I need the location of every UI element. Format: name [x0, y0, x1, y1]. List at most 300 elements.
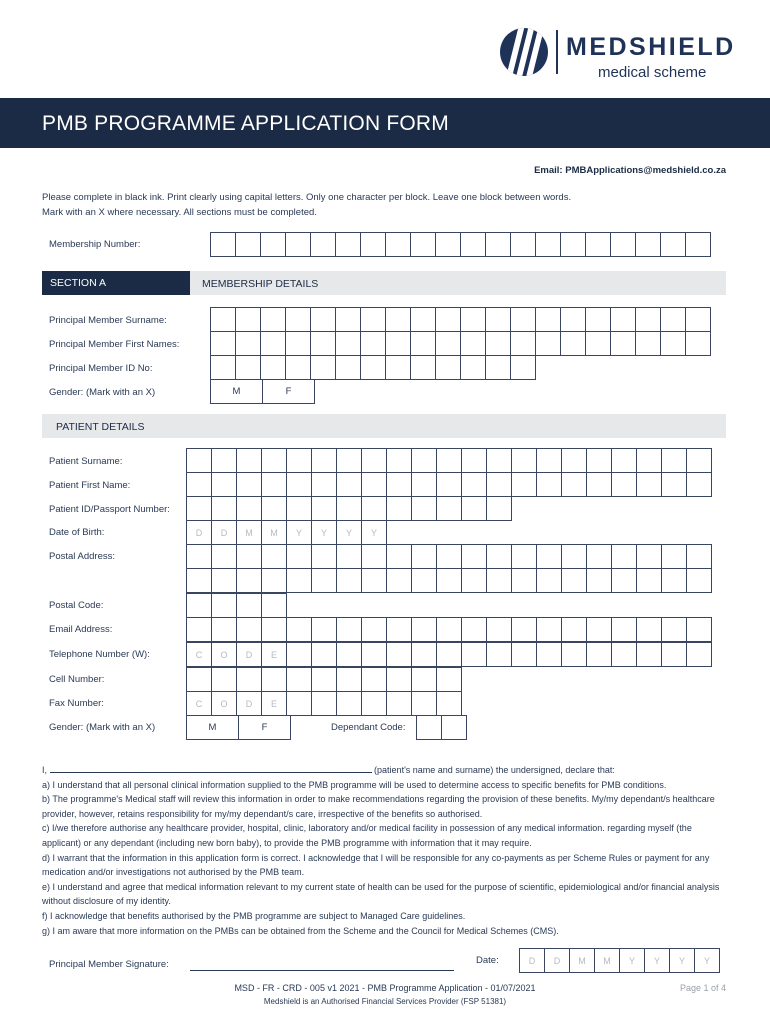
input-block[interactable] — [635, 232, 661, 257]
input-block[interactable] — [435, 331, 461, 356]
input-block[interactable] — [685, 307, 711, 332]
input-block[interactable] — [661, 568, 687, 593]
principal-id-label: Principal Member ID No: — [49, 363, 153, 374]
input-block[interactable]: M — [236, 520, 262, 545]
input-block[interactable] — [535, 331, 561, 356]
input-block[interactable] — [335, 307, 361, 332]
input-block[interactable]: M — [569, 948, 595, 973]
input-block[interactable] — [360, 307, 386, 332]
patient-gender-f[interactable]: F — [238, 715, 291, 740]
input-block[interactable] — [460, 232, 486, 257]
input-block[interactable] — [611, 568, 637, 593]
input-block[interactable] — [286, 691, 312, 716]
input-block[interactable]: D — [211, 520, 237, 545]
input-block[interactable] — [410, 355, 436, 380]
input-block[interactable] — [361, 496, 387, 521]
input-block[interactable] — [561, 642, 587, 667]
signature-date-boxes[interactable] — [519, 948, 720, 973]
input-block[interactable] — [285, 307, 311, 332]
input-block[interactable] — [211, 617, 237, 642]
input-block[interactable] — [461, 568, 487, 593]
input-block[interactable] — [311, 568, 337, 593]
input-block[interactable] — [386, 617, 412, 642]
input-block[interactable]: O — [211, 642, 237, 667]
input-block[interactable] — [411, 667, 437, 692]
patient-cell-boxes[interactable] — [186, 667, 462, 692]
input-block[interactable] — [585, 232, 611, 257]
input-block[interactable] — [211, 496, 237, 521]
input-block[interactable] — [586, 448, 612, 473]
patient-dob-label: Date of Birth: — [49, 527, 105, 538]
input-block[interactable] — [636, 617, 662, 642]
input-block[interactable] — [311, 472, 337, 497]
input-block[interactable] — [411, 568, 437, 593]
patient-email-boxes[interactable] — [186, 617, 712, 642]
declaration-item-a: a) I understand that all personal clinical information supplied to the PMB programme will be used to determine access to specific benefits for PMB conditions. — [42, 779, 667, 790]
input-block[interactable] — [486, 568, 512, 593]
input-block[interactable] — [585, 331, 611, 356]
input-block[interactable] — [410, 307, 436, 332]
input-block[interactable] — [211, 544, 237, 569]
input-block[interactable] — [460, 355, 486, 380]
input-block[interactable] — [211, 593, 237, 618]
input-block[interactable] — [186, 593, 212, 618]
input-block[interactable] — [510, 355, 536, 380]
input-block[interactable] — [436, 617, 462, 642]
input-block[interactable] — [536, 642, 562, 667]
input-block[interactable] — [611, 472, 637, 497]
input-block[interactable] — [561, 472, 587, 497]
input-block[interactable] — [460, 331, 486, 356]
input-block[interactable] — [236, 448, 262, 473]
input-block[interactable] — [186, 544, 212, 569]
patient-details-bar — [42, 414, 726, 438]
input-block[interactable] — [661, 472, 687, 497]
patient-postal-address-boxes-2[interactable] — [186, 568, 712, 593]
input-block[interactable] — [486, 472, 512, 497]
principal-gender-boxes[interactable] — [210, 379, 315, 404]
input-block[interactable] — [260, 331, 286, 356]
medshield-logo — [500, 26, 750, 84]
input-block[interactable] — [586, 544, 612, 569]
input-block[interactable] — [286, 496, 312, 521]
input-block[interactable] — [210, 232, 236, 257]
input-block[interactable] — [411, 691, 437, 716]
input-block[interactable] — [211, 448, 237, 473]
input-block[interactable] — [386, 642, 412, 667]
input-block[interactable] — [511, 617, 537, 642]
input-block[interactable] — [686, 544, 712, 569]
footer-document-ref: MSD - FR - CRD - 005 v1 2021 - PMB Programme Application - 01/07/2021 — [234, 983, 536, 993]
input-block[interactable] — [411, 496, 437, 521]
input-block[interactable] — [210, 307, 236, 332]
input-block[interactable] — [385, 232, 411, 257]
input-block[interactable] — [336, 667, 362, 692]
input-block[interactable] — [261, 448, 287, 473]
input-block[interactable] — [411, 448, 437, 473]
input-block[interactable] — [385, 331, 411, 356]
input-block[interactable]: M — [261, 520, 287, 545]
input-block[interactable] — [436, 667, 462, 692]
input-block[interactable] — [210, 355, 236, 380]
page-number: Page 1 of 4 — [679, 983, 726, 993]
input-block[interactable] — [261, 472, 287, 497]
input-block[interactable] — [461, 496, 487, 521]
input-block[interactable] — [261, 496, 287, 521]
dependant-code-boxes[interactable] — [416, 715, 467, 740]
input-block[interactable] — [286, 472, 312, 497]
input-block[interactable]: D — [519, 948, 545, 973]
input-block[interactable] — [636, 544, 662, 569]
input-block[interactable]: Y — [669, 948, 695, 973]
input-block[interactable] — [586, 642, 612, 667]
input-block[interactable] — [336, 617, 362, 642]
input-block[interactable] — [235, 355, 261, 380]
input-block[interactable] — [211, 472, 237, 497]
input-block[interactable] — [560, 331, 586, 356]
input-block[interactable] — [510, 232, 536, 257]
input-block[interactable] — [436, 642, 462, 667]
input-block[interactable] — [561, 544, 587, 569]
input-block[interactable] — [461, 617, 487, 642]
input-block[interactable] — [360, 331, 386, 356]
input-block[interactable] — [361, 642, 387, 667]
input-block[interactable] — [611, 617, 637, 642]
input-block[interactable]: Y — [694, 948, 720, 973]
input-block[interactable] — [461, 448, 487, 473]
input-block[interactable] — [386, 496, 412, 521]
patient-id-passport-boxes[interactable] — [186, 496, 512, 521]
input-block[interactable] — [335, 355, 361, 380]
input-block[interactable] — [411, 472, 437, 497]
input-block[interactable] — [686, 448, 712, 473]
input-block[interactable] — [236, 617, 262, 642]
input-block[interactable] — [560, 307, 586, 332]
input-block[interactable]: E — [261, 642, 287, 667]
input-block[interactable] — [636, 568, 662, 593]
input-block[interactable] — [361, 568, 387, 593]
patient-fax-boxes[interactable] — [186, 691, 462, 716]
input-block[interactable] — [385, 355, 411, 380]
patient-gender-boxes[interactable] — [186, 715, 291, 740]
input-block[interactable] — [335, 232, 361, 257]
input-block[interactable] — [416, 715, 442, 740]
input-block[interactable] — [186, 448, 212, 473]
input-block[interactable] — [486, 544, 512, 569]
input-block[interactable] — [536, 544, 562, 569]
input-block[interactable] — [585, 307, 611, 332]
input-block[interactable] — [610, 307, 636, 332]
input-block[interactable] — [336, 472, 362, 497]
input-block[interactable] — [336, 642, 362, 667]
input-block[interactable] — [435, 355, 461, 380]
input-block[interactable] — [336, 568, 362, 593]
input-block[interactable] — [311, 617, 337, 642]
input-block[interactable] — [436, 448, 462, 473]
input-block[interactable] — [411, 642, 437, 667]
input-block[interactable] — [386, 667, 412, 692]
input-block[interactable] — [235, 307, 261, 332]
input-block[interactable] — [485, 355, 511, 380]
input-block[interactable] — [611, 642, 637, 667]
input-block[interactable] — [586, 617, 612, 642]
input-block[interactable] — [360, 232, 386, 257]
input-block[interactable] — [386, 691, 412, 716]
input-block[interactable] — [336, 448, 362, 473]
section-a-tag: SECTION A — [42, 271, 190, 295]
input-block[interactable] — [310, 355, 336, 380]
input-block[interactable] — [236, 667, 262, 692]
input-block[interactable] — [286, 617, 312, 642]
input-block[interactable] — [436, 691, 462, 716]
input-block[interactable] — [441, 715, 467, 740]
input-block[interactable] — [560, 232, 586, 257]
input-block[interactable] — [261, 617, 287, 642]
input-block[interactable] — [336, 691, 362, 716]
input-block[interactable] — [310, 331, 336, 356]
logo-mark-icon — [500, 28, 548, 76]
input-block[interactable] — [186, 472, 212, 497]
principal-first-names-boxes[interactable] — [210, 331, 711, 356]
patient-cell-label: Cell Number: — [49, 674, 105, 685]
input-block[interactable] — [461, 544, 487, 569]
input-block[interactable] — [660, 307, 686, 332]
input-block[interactable] — [661, 642, 687, 667]
input-block[interactable] — [485, 307, 511, 332]
input-block[interactable] — [536, 617, 562, 642]
patient-gender-label: Gender: (Mark with an X) — [49, 722, 156, 733]
input-block[interactable] — [611, 448, 637, 473]
input-block[interactable] — [211, 667, 237, 692]
input-block[interactable] — [636, 448, 662, 473]
signature-line[interactable] — [190, 970, 454, 971]
principal-gender-f[interactable]: F — [262, 379, 315, 404]
input-block[interactable]: C — [186, 642, 212, 667]
principal-gender-m[interactable]: M — [210, 379, 263, 404]
input-block[interactable]: C — [186, 691, 212, 716]
input-block[interactable] — [311, 496, 337, 521]
input-block[interactable] — [511, 448, 537, 473]
input-block[interactable] — [535, 232, 561, 257]
patient-fax-label: Fax Number: — [49, 698, 104, 709]
input-block[interactable] — [410, 331, 436, 356]
input-block[interactable]: E — [261, 691, 287, 716]
input-block[interactable] — [311, 544, 337, 569]
input-block[interactable] — [535, 307, 561, 332]
input-block[interactable] — [311, 691, 337, 716]
input-block[interactable] — [661, 544, 687, 569]
input-block[interactable] — [235, 232, 261, 257]
input-block[interactable] — [285, 355, 311, 380]
input-block[interactable] — [461, 472, 487, 497]
input-block[interactable]: D — [544, 948, 570, 973]
input-block[interactable] — [236, 544, 262, 569]
patient-telephone-boxes[interactable] — [186, 642, 712, 667]
input-block[interactable] — [511, 472, 537, 497]
input-block[interactable] — [361, 544, 387, 569]
input-block[interactable] — [186, 667, 212, 692]
input-block[interactable] — [236, 568, 262, 593]
input-block[interactable] — [610, 331, 636, 356]
input-block[interactable] — [335, 331, 361, 356]
input-block[interactable] — [260, 232, 286, 257]
input-block[interactable] — [385, 307, 411, 332]
patient-dob-boxes[interactable] — [186, 520, 387, 545]
input-block[interactable] — [261, 568, 287, 593]
input-block[interactable] — [635, 307, 661, 332]
input-block[interactable]: O — [211, 691, 237, 716]
input-block[interactable] — [561, 568, 587, 593]
input-block[interactable] — [360, 355, 386, 380]
input-block[interactable] — [311, 448, 337, 473]
input-block[interactable] — [586, 568, 612, 593]
input-block[interactable]: Y — [336, 520, 362, 545]
input-block[interactable]: D — [186, 520, 212, 545]
input-block[interactable] — [411, 544, 437, 569]
input-block[interactable] — [486, 496, 512, 521]
input-block[interactable] — [436, 544, 462, 569]
declaration-item-e: e) I understand and agree that medical information relevant to my current state of health can be used for the purpose of scientific, epidemiological and/or financial analysis without disclosure of my identity. — [42, 881, 720, 907]
input-block[interactable]: M — [594, 948, 620, 973]
input-block[interactable] — [361, 472, 387, 497]
input-block[interactable]: D — [236, 691, 262, 716]
input-block[interactable] — [685, 331, 711, 356]
input-block[interactable] — [311, 642, 337, 667]
logo-divider — [556, 30, 558, 74]
input-block[interactable] — [510, 307, 536, 332]
input-block[interactable] — [561, 617, 587, 642]
input-block[interactable] — [236, 472, 262, 497]
input-block[interactable] — [210, 331, 236, 356]
declaration-lead-start: I, — [42, 765, 48, 775]
membership-number-boxes[interactable] — [210, 232, 711, 257]
input-block[interactable] — [261, 593, 287, 618]
input-block[interactable] — [260, 355, 286, 380]
input-block[interactable] — [386, 568, 412, 593]
input-block[interactable] — [211, 568, 237, 593]
input-block[interactable] — [260, 307, 286, 332]
input-block[interactable] — [536, 448, 562, 473]
input-block[interactable]: Y — [619, 948, 645, 973]
input-block[interactable] — [510, 331, 536, 356]
input-block[interactable] — [361, 617, 387, 642]
input-block[interactable] — [636, 472, 662, 497]
input-block[interactable] — [386, 448, 412, 473]
principal-id-boxes[interactable] — [210, 355, 536, 380]
input-block[interactable] — [311, 667, 337, 692]
patient-gender-m[interactable]: M — [186, 715, 239, 740]
instructions-line-1: Please complete in black ink. Print clearly using capital letters. Only one character per block. Leave one block between words. — [42, 192, 572, 203]
input-block[interactable] — [361, 691, 387, 716]
input-block[interactable] — [186, 617, 212, 642]
patient-postal-code-boxes[interactable] — [186, 593, 287, 618]
input-block[interactable] — [485, 331, 511, 356]
input-block[interactable] — [511, 568, 537, 593]
input-block[interactable] — [286, 667, 312, 692]
input-block[interactable] — [660, 331, 686, 356]
input-block[interactable] — [361, 448, 387, 473]
input-block[interactable]: Y — [311, 520, 337, 545]
input-block[interactable] — [486, 448, 512, 473]
patient-surname-boxes[interactable] — [186, 448, 712, 473]
patient-name-blank[interactable] — [50, 764, 372, 773]
principal-surname-boxes[interactable] — [210, 307, 711, 332]
input-block[interactable] — [460, 307, 486, 332]
principal-first-names-label: Principal Member First Names: — [49, 339, 180, 350]
input-block[interactable] — [236, 496, 262, 521]
input-block[interactable] — [660, 232, 686, 257]
input-block[interactable] — [310, 307, 336, 332]
input-block[interactable] — [261, 667, 287, 692]
input-block[interactable] — [186, 568, 212, 593]
input-block[interactable] — [436, 496, 462, 521]
input-block[interactable] — [286, 642, 312, 667]
input-block[interactable] — [686, 642, 712, 667]
input-block[interactable] — [286, 544, 312, 569]
input-block[interactable] — [610, 232, 636, 257]
input-block[interactable] — [386, 544, 412, 569]
input-block[interactable] — [511, 642, 537, 667]
input-block[interactable] — [586, 472, 612, 497]
input-block[interactable] — [411, 617, 437, 642]
input-block[interactable] — [636, 642, 662, 667]
input-block[interactable] — [436, 568, 462, 593]
input-block[interactable] — [285, 232, 311, 257]
input-block[interactable] — [661, 448, 687, 473]
input-block[interactable] — [310, 232, 336, 257]
input-block[interactable] — [261, 544, 287, 569]
input-block[interactable] — [536, 472, 562, 497]
input-block[interactable] — [461, 642, 487, 667]
input-block[interactable] — [435, 307, 461, 332]
input-block[interactable] — [336, 496, 362, 521]
membership-number-label: Membership Number: — [49, 239, 141, 250]
input-block[interactable]: Y — [644, 948, 670, 973]
input-block[interactable] — [661, 617, 687, 642]
patient-email-label: Email Address: — [49, 624, 113, 635]
input-block[interactable] — [685, 232, 711, 257]
input-block[interactable] — [361, 667, 387, 692]
input-block[interactable] — [511, 544, 537, 569]
input-block[interactable]: Y — [361, 520, 387, 545]
input-block[interactable] — [236, 593, 262, 618]
input-block[interactable]: D — [236, 642, 262, 667]
input-block[interactable] — [635, 331, 661, 356]
input-block[interactable] — [611, 544, 637, 569]
input-block[interactable] — [285, 331, 311, 356]
input-block[interactable] — [485, 232, 511, 257]
input-block[interactable] — [186, 496, 212, 521]
input-block[interactable] — [286, 568, 312, 593]
input-block[interactable] — [686, 617, 712, 642]
input-block[interactable] — [536, 568, 562, 593]
input-block[interactable]: Y — [286, 520, 312, 545]
input-block[interactable] — [561, 448, 587, 473]
input-block[interactable] — [286, 448, 312, 473]
input-block[interactable] — [435, 232, 461, 257]
input-block[interactable] — [486, 617, 512, 642]
input-block[interactable] — [386, 472, 412, 497]
input-block[interactable] — [686, 568, 712, 593]
patient-postal-address-boxes-1[interactable] — [186, 544, 712, 569]
patient-first-name-boxes[interactable] — [186, 472, 712, 497]
input-block[interactable] — [410, 232, 436, 257]
input-block[interactable] — [336, 544, 362, 569]
input-block[interactable] — [235, 331, 261, 356]
input-block[interactable] — [436, 472, 462, 497]
input-block[interactable] — [486, 642, 512, 667]
input-block[interactable] — [686, 472, 712, 497]
